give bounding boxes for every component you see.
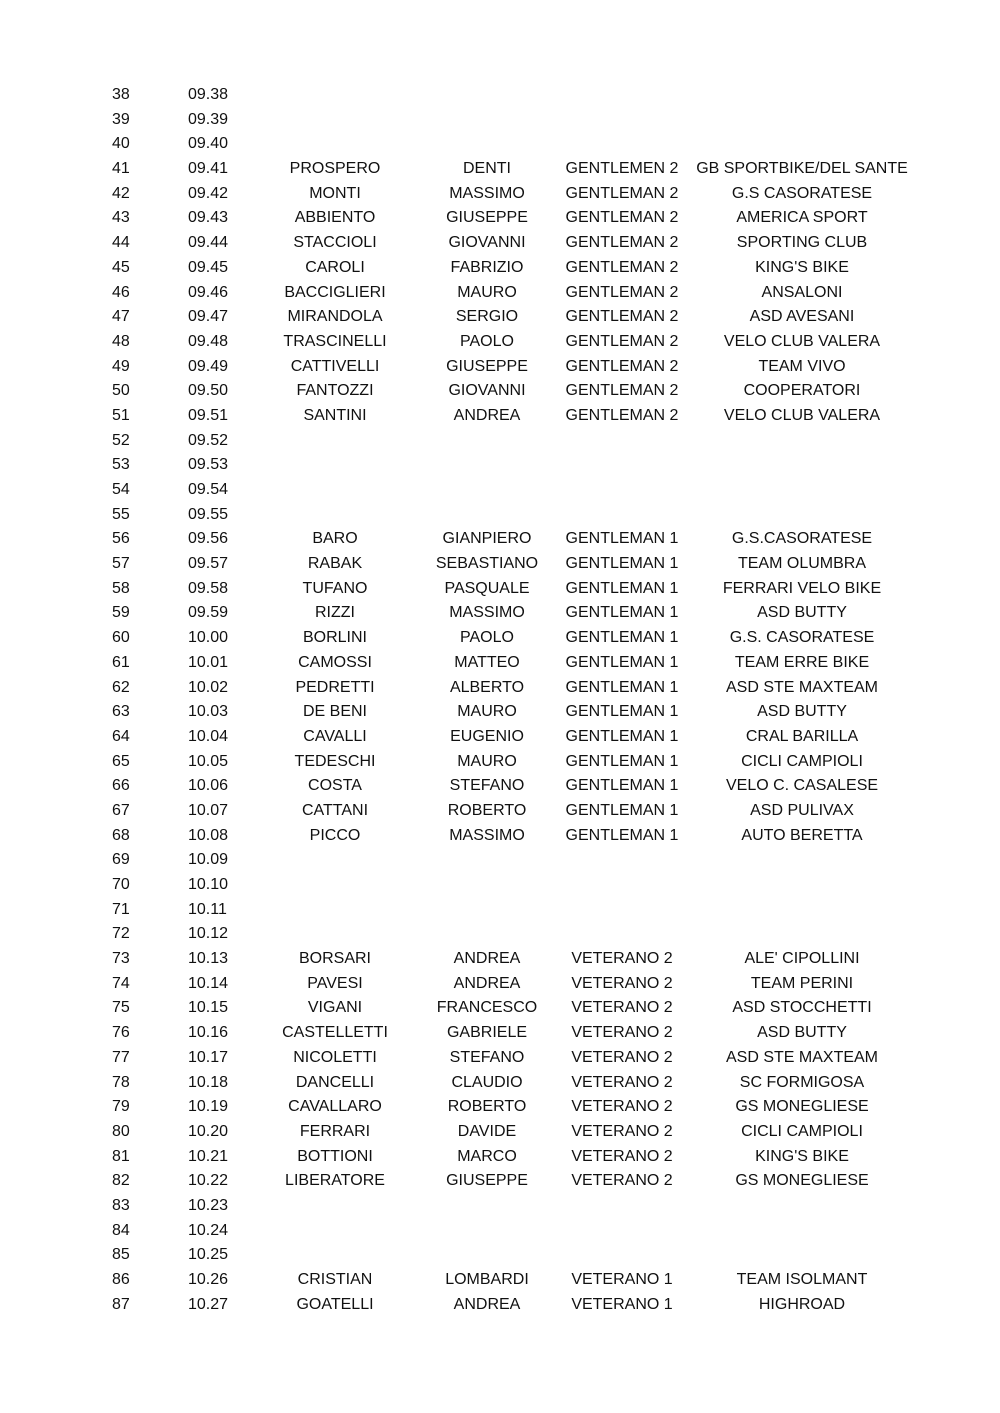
team-name-cell: VELO CLUB VALERA	[723, 332, 881, 350]
rider-name-cell: PASQUALE	[444, 579, 530, 597]
team-name-cell: GS MONEGLIESE	[735, 1098, 869, 1116]
category-cell: GENTLEMEN 2	[565, 160, 679, 178]
rider-surname-cell: CAMOSSI	[298, 653, 372, 671]
category-cell: GENTLEMAN 1	[565, 678, 679, 696]
table-row	[0, 552, 1000, 577]
category-cell: GENTLEMAN 2	[565, 184, 679, 202]
start-time-cell: 10.06	[188, 777, 229, 795]
rider-surname-cell: TUFANO	[302, 579, 368, 597]
team-name-cell: ASD PULIVAX	[750, 801, 854, 819]
table-row	[0, 996, 1000, 1021]
start-number-cell: 60	[112, 629, 130, 647]
rider-name-cell: STEFANO	[449, 1048, 525, 1066]
category-cell: GENTLEMAN 2	[565, 283, 679, 301]
team-name-cell: KING'S BIKE	[755, 258, 849, 276]
start-time-cell: 09.41	[188, 160, 229, 178]
table-row	[0, 947, 1000, 972]
table-row	[0, 898, 1000, 923]
rider-surname-cell: ABBIENTO	[294, 209, 376, 227]
team-name-cell: ASD BUTTY	[757, 1024, 847, 1042]
start-number-cell: 77	[112, 1048, 130, 1066]
start-number-cell: 49	[112, 357, 130, 375]
start-number-cell: 53	[112, 456, 130, 474]
rider-name-cell: MASSIMO	[449, 826, 525, 844]
table-row	[0, 1243, 1000, 1268]
table-row	[0, 404, 1000, 429]
rider-name-cell: GIOVANNI	[448, 382, 526, 400]
rider-name-cell: MARCO	[457, 1147, 517, 1165]
category-cell: GENTLEMAN 2	[565, 382, 679, 400]
table-row	[0, 700, 1000, 725]
start-time-cell: 09.55	[188, 505, 229, 523]
table-row	[0, 1046, 1000, 1071]
table-row	[0, 873, 1000, 898]
rider-surname-cell: PEDRETTI	[295, 678, 375, 696]
start-number-cell: 52	[112, 431, 130, 449]
rider-name-cell: MAURO	[457, 703, 517, 721]
rider-surname-cell: PAVESI	[307, 974, 363, 992]
start-number-cell: 67	[112, 801, 130, 819]
category-cell: VETERANO 2	[571, 1147, 673, 1165]
rider-name-cell: FRANCESCO	[436, 999, 538, 1017]
category-cell: VETERANO 1	[571, 1295, 673, 1313]
table-row	[0, 330, 1000, 355]
table-row	[0, 157, 1000, 182]
table-row	[0, 824, 1000, 849]
table-row	[0, 1021, 1000, 1046]
table-row	[0, 651, 1000, 676]
start-number-cell: 42	[112, 184, 130, 202]
table-row	[0, 281, 1000, 306]
start-number-cell: 79	[112, 1098, 130, 1116]
team-name-cell: CRAL BARILLA	[745, 727, 859, 745]
category-cell: GENTLEMAN 1	[565, 653, 679, 671]
table-row	[0, 206, 1000, 231]
table-row	[0, 503, 1000, 528]
category-cell: GENTLEMAN 2	[565, 209, 679, 227]
category-cell: GENTLEMAN 1	[565, 777, 679, 795]
team-name-cell: ASD STOCCHETTI	[732, 999, 872, 1017]
category-cell: VETERANO 2	[571, 999, 673, 1017]
category-cell: GENTLEMAN 1	[565, 727, 679, 745]
category-cell: VETERANO 2	[571, 1098, 673, 1116]
start-time-cell: 09.43	[188, 209, 229, 227]
start-number-cell: 66	[112, 777, 130, 795]
start-time-cell: 09.42	[188, 184, 229, 202]
start-time-cell: 10.20	[188, 1122, 229, 1140]
start-time-cell: 10.05	[188, 752, 229, 770]
start-time-cell: 10.27	[188, 1295, 229, 1313]
category-cell: GENTLEMAN 2	[565, 357, 679, 375]
category-cell: VETERANO 2	[571, 974, 673, 992]
table-row	[0, 1071, 1000, 1096]
start-time-cell: 09.49	[188, 357, 229, 375]
table-row	[0, 108, 1000, 133]
start-number-cell: 43	[112, 209, 130, 227]
table-row	[0, 1293, 1000, 1318]
start-time-cell: 10.19	[188, 1098, 229, 1116]
start-time-cell: 09.40	[188, 135, 229, 153]
rider-surname-cell: SANTINI	[303, 406, 367, 424]
start-number-cell: 38	[112, 86, 130, 103]
rider-surname-cell: STACCIOLI	[293, 234, 377, 252]
rider-surname-cell: GOATELLI	[296, 1295, 374, 1313]
rider-name-cell: MAURO	[457, 752, 517, 770]
rider-surname-cell: CAROLI	[305, 258, 365, 276]
category-cell: VETERANO 2	[571, 1172, 673, 1190]
team-name-cell: TEAM VIVO	[758, 357, 846, 375]
rider-name-cell: FABRIZIO	[450, 258, 524, 276]
rider-name-cell: GIANPIERO	[442, 530, 532, 548]
start-number-cell: 83	[112, 1196, 130, 1214]
rider-name-cell: DENTI	[463, 160, 511, 178]
start-number-cell: 76	[112, 1024, 130, 1042]
start-time-cell: 09.46	[188, 283, 229, 301]
table-row	[0, 1145, 1000, 1170]
team-name-cell: TEAM ERRE BIKE	[734, 653, 870, 671]
team-name-cell: HIGHROAD	[758, 1295, 846, 1313]
rider-name-cell: MATTEO	[454, 653, 520, 671]
start-number-cell: 75	[112, 999, 130, 1017]
rider-name-cell: ANDREA	[453, 1295, 521, 1313]
team-name-cell: CICLI CAMPIOLI	[741, 1122, 863, 1140]
start-time-cell: 10.12	[188, 925, 229, 943]
rider-name-cell: PAOLO	[460, 332, 514, 350]
start-time-cell: 10.11	[188, 900, 227, 918]
rider-surname-cell: BACCIGLIERI	[284, 283, 386, 301]
rider-name-cell: LOMBARDI	[445, 1271, 529, 1288]
start-time-cell: 10.18	[188, 1073, 229, 1091]
table-row	[0, 1169, 1000, 1194]
start-time-cell: 10.03	[188, 703, 229, 721]
start-number-cell: 80	[112, 1122, 130, 1140]
rider-name-cell: MASSIMO	[449, 184, 525, 202]
team-name-cell: FERRARI VELO BIKE	[722, 579, 882, 597]
rider-name-cell: GIOVANNI	[448, 234, 526, 252]
start-time-cell: 10.15	[188, 999, 229, 1017]
category-cell: VETERANO 1	[571, 1271, 673, 1288]
table-row	[0, 256, 1000, 281]
team-name-cell: COOPERATORI	[743, 382, 861, 400]
rider-surname-cell: MONTI	[309, 184, 361, 202]
start-time-cell: 10.22	[188, 1172, 229, 1190]
start-time-cell: 10.26	[188, 1271, 229, 1288]
category-cell: GENTLEMAN 1	[565, 579, 679, 597]
table-row	[0, 453, 1000, 478]
start-time-cell: 09.44	[188, 234, 229, 252]
table-row	[0, 1194, 1000, 1219]
rider-surname-cell: CRISTIAN	[297, 1271, 373, 1288]
rider-surname-cell: DANCELLI	[295, 1073, 375, 1091]
team-name-cell: CICLI CAMPIOLI	[741, 752, 863, 770]
start-number-cell: 48	[112, 332, 130, 350]
start-time-cell: 10.04	[188, 727, 229, 745]
start-time-cell: 10.24	[188, 1221, 229, 1239]
rider-name-cell: ANDREA	[453, 406, 521, 424]
table-row	[0, 799, 1000, 824]
start-number-cell: 59	[112, 604, 130, 622]
team-name-cell: TEAM OLUMBRA	[737, 555, 866, 573]
team-name-cell: TEAM PERINI	[750, 974, 854, 992]
start-time-cell: 10.25	[188, 1246, 229, 1264]
category-cell: GENTLEMAN 1	[565, 801, 679, 819]
rider-surname-cell: BARO	[312, 530, 358, 548]
category-cell: VETERANO 2	[571, 1073, 673, 1091]
table-row	[0, 577, 1000, 602]
start-time-cell: 10.07	[188, 801, 229, 819]
start-number-cell: 73	[112, 950, 130, 968]
table-row	[0, 429, 1000, 454]
start-number-cell: 47	[112, 308, 130, 326]
category-cell: GENTLEMAN 1	[565, 530, 679, 548]
team-name-cell: ASD BUTTY	[757, 703, 847, 721]
table-row	[0, 231, 1000, 256]
start-time-cell: 10.10	[188, 876, 229, 893]
start-number-cell: 57	[112, 555, 130, 573]
team-name-cell: G.S. CASORATESE	[729, 629, 875, 647]
table-row	[0, 922, 1000, 947]
start-number-cell: 63	[112, 703, 130, 721]
table-row	[0, 182, 1000, 207]
start-time-cell: 09.39	[188, 110, 229, 128]
start-number-cell: 81	[112, 1147, 130, 1165]
start-number-cell: 40	[112, 135, 130, 153]
rider-surname-cell: NICOLETTI	[293, 1048, 377, 1066]
table-row	[0, 848, 1000, 873]
category-cell: GENTLEMAN 1	[565, 703, 679, 721]
rider-surname-cell: BOTTIONI	[297, 1147, 373, 1165]
team-name-cell: ASD AVESANI	[749, 308, 855, 326]
start-time-cell: 09.51	[188, 406, 229, 424]
start-number-cell: 74	[112, 974, 130, 992]
rider-surname-cell: CATTIVELLI	[290, 357, 380, 375]
start-time-cell: 10.23	[188, 1196, 229, 1214]
team-name-cell: ALE' CIPOLLINI	[744, 950, 860, 968]
rider-surname-cell: PROSPERO	[289, 160, 381, 178]
start-time-cell: 10.08	[188, 826, 229, 844]
table-row	[0, 527, 1000, 552]
category-cell: GENTLEMAN 2	[565, 234, 679, 252]
start-number-cell: 71	[112, 900, 130, 918]
table-row	[0, 601, 1000, 626]
start-number-cell: 61	[112, 653, 130, 671]
team-name-cell: ASD BUTTY	[757, 604, 847, 622]
team-name-cell: TEAM ISOLMANT	[736, 1271, 868, 1288]
category-cell: GENTLEMAN 2	[565, 308, 679, 326]
start-time-cell: 10.14	[188, 974, 229, 992]
start-time-cell: 09.38	[188, 86, 229, 103]
start-time-cell: 09.58	[188, 579, 229, 597]
category-cell: GENTLEMAN 1	[565, 629, 679, 647]
rider-name-cell: SERGIO	[455, 308, 519, 326]
rider-surname-cell: LIBERATORE	[285, 1172, 385, 1190]
start-number-cell: 64	[112, 727, 130, 745]
team-name-cell: SC FORMIGOSA	[739, 1073, 865, 1091]
table-row	[0, 379, 1000, 404]
start-number-cell: 86	[112, 1271, 130, 1288]
rider-name-cell: SEBASTIANO	[435, 555, 539, 573]
start-number-cell: 68	[112, 826, 130, 844]
start-time-cell: 10.02	[188, 678, 229, 696]
table-row	[0, 1268, 1000, 1293]
start-number-cell: 45	[112, 258, 130, 276]
start-number-cell: 72	[112, 925, 130, 943]
start-time-cell: 10.00	[188, 629, 229, 647]
start-number-cell: 54	[112, 481, 130, 498]
rider-name-cell: ANDREA	[453, 974, 521, 992]
rider-surname-cell: TRASCINELLI	[283, 332, 387, 350]
rider-surname-cell: PICCO	[309, 826, 361, 844]
rider-surname-cell: CATTANI	[301, 801, 369, 819]
category-cell: GENTLEMAN 1	[565, 604, 679, 622]
team-name-cell: GS MONEGLIESE	[735, 1172, 869, 1190]
category-cell: VETERANO 2	[571, 1122, 673, 1140]
rider-name-cell: GIUSEPPE	[446, 357, 528, 375]
table-row	[0, 626, 1000, 651]
table-row	[0, 305, 1000, 330]
start-time-cell: 10.16	[188, 1024, 229, 1042]
rider-name-cell: MASSIMO	[449, 604, 525, 622]
team-name-cell: VELO CLUB VALERA	[723, 406, 881, 424]
category-cell: VETERANO 2	[571, 1048, 673, 1066]
start-time-cell: 10.13	[188, 950, 229, 968]
team-name-cell: G.S CASORATESE	[731, 184, 873, 202]
rider-surname-cell: CAVALLARO	[288, 1098, 382, 1116]
table-row	[0, 132, 1000, 157]
start-number-cell: 50	[112, 382, 130, 400]
table-row	[0, 774, 1000, 799]
rider-name-cell: CLAUDIO	[451, 1073, 523, 1091]
start-time-cell: 09.48	[188, 332, 229, 350]
rider-name-cell: DAVIDE	[457, 1122, 517, 1140]
start-number-cell: 87	[112, 1295, 130, 1313]
rider-name-cell: ROBERTO	[447, 801, 527, 819]
start-time-cell: 10.21	[188, 1147, 229, 1165]
start-number-cell: 85	[112, 1246, 130, 1264]
table-row	[0, 355, 1000, 380]
rider-name-cell: MAURO	[457, 283, 517, 301]
start-time-cell: 09.57	[188, 555, 229, 573]
start-list-table	[0, 83, 1000, 1317]
start-number-cell: 39	[112, 110, 130, 128]
start-number-cell: 41	[112, 160, 130, 178]
rider-surname-cell: BORSARI	[298, 950, 371, 968]
rider-name-cell: EUGENIO	[450, 727, 524, 745]
table-row	[0, 750, 1000, 775]
table-row	[0, 676, 1000, 701]
rider-surname-cell: BORLINI	[302, 629, 367, 647]
category-cell: GENTLEMAN 1	[565, 826, 679, 844]
rider-surname-cell: FERRARI	[299, 1122, 371, 1140]
rider-name-cell: GABRIELE	[446, 1024, 528, 1042]
start-time-cell: 10.01	[188, 653, 229, 671]
rider-surname-cell: VIGANI	[307, 999, 363, 1017]
table-row	[0, 725, 1000, 750]
start-number-cell: 62	[112, 678, 130, 696]
team-name-cell: GB SPORTBIKE/DEL SANTE	[696, 160, 908, 178]
rider-surname-cell: RABAK	[307, 555, 363, 573]
rider-surname-cell: DE BENI	[302, 703, 367, 721]
start-time-cell: 09.59	[188, 604, 229, 622]
team-name-cell: ANSALONI	[761, 283, 843, 301]
rider-name-cell: ALBERTO	[449, 678, 525, 696]
category-cell: VETERANO 2	[571, 950, 673, 968]
start-number-cell: 84	[112, 1221, 130, 1239]
start-number-cell: 78	[112, 1073, 130, 1091]
start-number-cell: 51	[112, 406, 130, 424]
start-time-cell: 09.50	[188, 382, 229, 400]
start-time-cell: 09.52	[188, 431, 229, 449]
start-time-cell: 09.47	[188, 308, 229, 326]
start-number-cell: 69	[112, 851, 130, 869]
rider-name-cell: ROBERTO	[447, 1098, 527, 1116]
rider-surname-cell: TEDESCHI	[294, 752, 376, 770]
table-row	[0, 1120, 1000, 1145]
start-time-cell: 10.09	[188, 851, 229, 869]
rider-surname-cell: MIRANDOLA	[287, 308, 383, 326]
rider-surname-cell: CAVALLI	[303, 727, 367, 745]
start-time-cell: 10.17	[188, 1048, 229, 1066]
rider-name-cell: GIUSEPPE	[446, 1172, 528, 1190]
team-name-cell: KING'S BIKE	[755, 1147, 849, 1165]
team-name-cell: AMERICA SPORT	[736, 209, 868, 227]
start-time-cell: 09.53	[188, 456, 229, 474]
table-row	[0, 1095, 1000, 1120]
start-number-cell: 58	[112, 579, 130, 597]
category-cell: GENTLEMAN 2	[565, 258, 679, 276]
start-number-cell: 56	[112, 530, 130, 548]
team-name-cell: ASD STE MAXTEAM	[725, 1048, 879, 1066]
category-cell: VETERANO 2	[571, 1024, 673, 1042]
category-cell: GENTLEMAN 2	[565, 406, 679, 424]
start-number-cell: 65	[112, 752, 130, 770]
rider-surname-cell: CASTELLETTI	[282, 1024, 388, 1042]
team-name-cell: AUTO BERETTA	[741, 826, 863, 844]
start-number-cell: 55	[112, 505, 130, 523]
rider-name-cell: ANDREA	[453, 950, 521, 968]
team-name-cell: VELO C. CASALESE	[725, 777, 879, 795]
rider-surname-cell: FANTOZZI	[296, 382, 374, 400]
rider-name-cell: PAOLO	[460, 629, 514, 647]
category-cell: GENTLEMAN 1	[565, 752, 679, 770]
rider-surname-cell: COSTA	[308, 777, 362, 795]
team-name-cell: SPORTING CLUB	[736, 234, 868, 252]
table-row	[0, 83, 1000, 108]
start-number-cell: 70	[112, 876, 130, 893]
start-time-cell: 09.45	[188, 258, 229, 276]
table-row	[0, 478, 1000, 503]
table-row	[0, 1219, 1000, 1244]
team-name-cell: G.S.CASORATESE	[731, 530, 873, 548]
start-number-cell: 46	[112, 283, 130, 301]
category-cell: GENTLEMAN 2	[565, 332, 679, 350]
team-name-cell: ASD STE MAXTEAM	[725, 678, 879, 696]
table-row	[0, 972, 1000, 997]
start-number-cell: 44	[112, 234, 130, 252]
start-time-cell: 09.56	[188, 530, 229, 548]
rider-name-cell: STEFANO	[449, 777, 525, 795]
rider-name-cell: GIUSEPPE	[446, 209, 528, 227]
category-cell: GENTLEMAN 1	[565, 555, 679, 573]
start-number-cell: 82	[112, 1172, 130, 1190]
start-time-cell: 09.54	[188, 481, 229, 498]
rider-surname-cell: RIZZI	[315, 604, 355, 622]
